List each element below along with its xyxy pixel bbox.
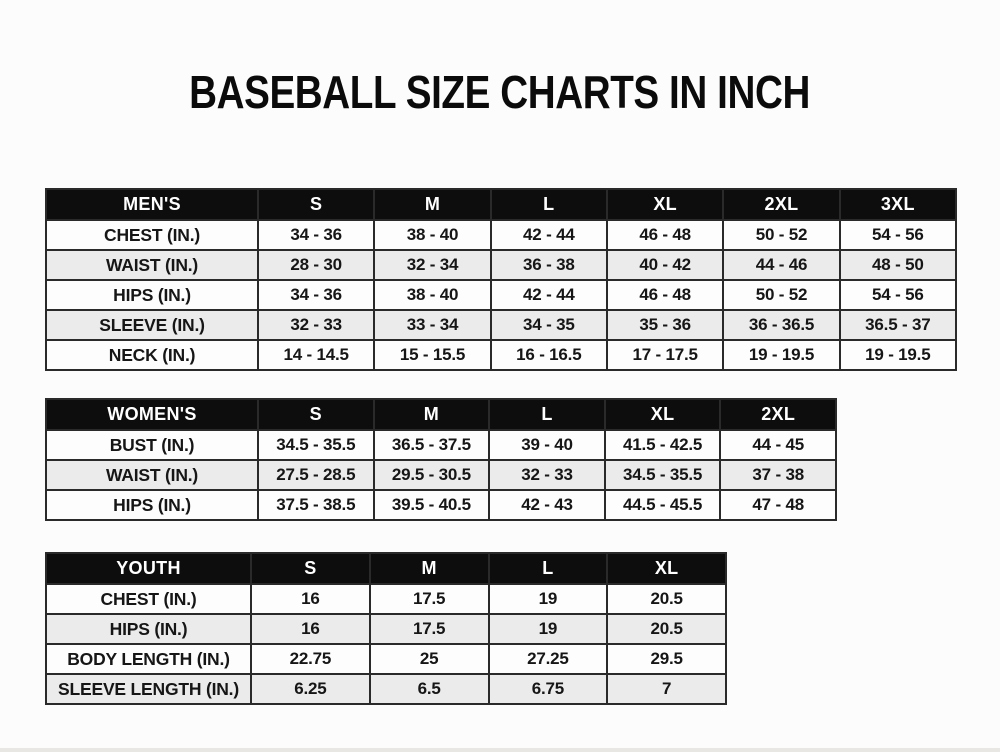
- size-value-cell: 33 - 34: [374, 310, 490, 340]
- size-value-cell: 36 - 38: [491, 250, 607, 280]
- size-value-cell: 14 - 14.5: [258, 340, 374, 370]
- scan-bottom-edge: [0, 748, 1000, 752]
- size-value-cell: 6.25: [251, 674, 370, 704]
- mens-size-table: [45, 188, 957, 371]
- column-header-3xl: 3XL: [840, 189, 956, 220]
- row-label: WAIST (IN.): [46, 460, 258, 490]
- size-value-cell: 27.5 - 28.5: [258, 460, 374, 490]
- column-header-l: L: [489, 553, 608, 584]
- size-value-cell: 27.25: [489, 644, 608, 674]
- column-header-s: S: [258, 399, 374, 430]
- size-value-cell: 38 - 40: [374, 220, 490, 250]
- row-label: BODY LENGTH (IN.): [46, 644, 251, 674]
- size-value-cell: 42 - 43: [489, 490, 605, 520]
- size-value-cell: 19 - 19.5: [840, 340, 956, 370]
- mens-header-row: [46, 189, 956, 220]
- size-value-cell: 25: [370, 644, 489, 674]
- size-value-cell: 54 - 56: [840, 220, 956, 250]
- womens-size-table: [45, 398, 837, 521]
- size-value-cell: 42 - 44: [491, 280, 607, 310]
- size-value-cell: 34 - 36: [258, 220, 374, 250]
- size-value-cell: 54 - 56: [840, 280, 956, 310]
- row-label: SLEEVE LENGTH (IN.): [46, 674, 251, 704]
- size-value-cell: 44 - 46: [723, 250, 839, 280]
- size-value-cell: 6.75: [489, 674, 608, 704]
- table-row: [46, 460, 836, 490]
- size-value-cell: 7: [607, 674, 726, 704]
- size-value-cell: 19: [489, 584, 608, 614]
- table-row: [46, 674, 726, 704]
- size-value-cell: 34.5 - 35.5: [258, 430, 374, 460]
- size-value-cell: 38 - 40: [374, 280, 490, 310]
- size-value-cell: 17 - 17.5: [607, 340, 723, 370]
- size-value-cell: 22.75: [251, 644, 370, 674]
- column-header-l: L: [491, 189, 607, 220]
- size-value-cell: 16: [251, 614, 370, 644]
- row-label: CHEST (IN.): [46, 220, 258, 250]
- table-row: [46, 584, 726, 614]
- column-header-s: S: [251, 553, 370, 584]
- size-value-cell: 36 - 36.5: [723, 310, 839, 340]
- table-row: [46, 614, 726, 644]
- table-row: [46, 490, 836, 520]
- size-value-cell: 28 - 30: [258, 250, 374, 280]
- size-value-cell: 17.5: [370, 584, 489, 614]
- size-value-cell: 50 - 52: [723, 280, 839, 310]
- row-label: BUST (IN.): [46, 430, 258, 460]
- table-row: [46, 310, 956, 340]
- table-row: [46, 644, 726, 674]
- column-header-m: M: [374, 189, 490, 220]
- size-value-cell: 32 - 33: [258, 310, 374, 340]
- size-value-cell: 46 - 48: [607, 220, 723, 250]
- row-label: NECK (IN.): [46, 340, 258, 370]
- column-header-l: L: [489, 399, 605, 430]
- size-value-cell: 47 - 48: [720, 490, 836, 520]
- size-value-cell: 32 - 34: [374, 250, 490, 280]
- size-value-cell: 37 - 38: [720, 460, 836, 490]
- size-value-cell: 17.5: [370, 614, 489, 644]
- size-value-cell: 19 - 19.5: [723, 340, 839, 370]
- table-row: [46, 250, 956, 280]
- youth-size-table: [45, 552, 727, 705]
- size-value-cell: 16: [251, 584, 370, 614]
- row-label: CHEST (IN.): [46, 584, 251, 614]
- table-row: [46, 280, 956, 310]
- row-label: HIPS (IN.): [46, 280, 258, 310]
- row-label: WAIST (IN.): [46, 250, 258, 280]
- size-value-cell: 44.5 - 45.5: [605, 490, 721, 520]
- size-value-cell: 40 - 42: [607, 250, 723, 280]
- size-value-cell: 29.5 - 30.5: [374, 460, 490, 490]
- youth-header-row: [46, 553, 726, 584]
- youth-group-header: YOUTH: [46, 553, 251, 584]
- size-value-cell: 15 - 15.5: [374, 340, 490, 370]
- table-row: [46, 220, 956, 250]
- womens-header-row: [46, 399, 836, 430]
- table-row: [46, 430, 836, 460]
- page-title: [0, 68, 1000, 116]
- size-value-cell: 34 - 35: [491, 310, 607, 340]
- column-header-m: M: [370, 553, 489, 584]
- size-value-cell: 41.5 - 42.5: [605, 430, 721, 460]
- size-value-cell: 48 - 50: [840, 250, 956, 280]
- row-label: SLEEVE (IN.): [46, 310, 258, 340]
- size-value-cell: 37.5 - 38.5: [258, 490, 374, 520]
- size-value-cell: 44 - 45: [720, 430, 836, 460]
- size-value-cell: 36.5 - 37: [840, 310, 956, 340]
- size-value-cell: 39.5 - 40.5: [374, 490, 490, 520]
- womens-group-header: WOMEN'S: [46, 399, 258, 430]
- column-header-m: M: [374, 399, 490, 430]
- size-value-cell: 6.5: [370, 674, 489, 704]
- column-header-2xl: 2XL: [720, 399, 836, 430]
- size-value-cell: 50 - 52: [723, 220, 839, 250]
- size-value-cell: 39 - 40: [489, 430, 605, 460]
- row-label: HIPS (IN.): [46, 490, 258, 520]
- size-value-cell: 46 - 48: [607, 280, 723, 310]
- table-row: [46, 340, 956, 370]
- column-header-xl: XL: [607, 189, 723, 220]
- size-value-cell: 36.5 - 37.5: [374, 430, 490, 460]
- row-label: HIPS (IN.): [46, 614, 251, 644]
- size-value-cell: 20.5: [607, 614, 726, 644]
- size-value-cell: 29.5: [607, 644, 726, 674]
- size-value-cell: 34.5 - 35.5: [605, 460, 721, 490]
- mens-group-header: MEN'S: [46, 189, 258, 220]
- size-value-cell: 34 - 36: [258, 280, 374, 310]
- size-value-cell: 19: [489, 614, 608, 644]
- size-value-cell: 32 - 33: [489, 460, 605, 490]
- size-value-cell: 16 - 16.5: [491, 340, 607, 370]
- size-value-cell: 20.5: [607, 584, 726, 614]
- size-value-cell: 35 - 36: [607, 310, 723, 340]
- size-value-cell: 42 - 44: [491, 220, 607, 250]
- column-header-xl: XL: [605, 399, 721, 430]
- column-header-2xl: 2XL: [723, 189, 839, 220]
- column-header-s: S: [258, 189, 374, 220]
- column-header-xl: XL: [607, 553, 726, 584]
- page-title-text: BASEBALL SIZE CHARTS IN INCH: [189, 66, 811, 118]
